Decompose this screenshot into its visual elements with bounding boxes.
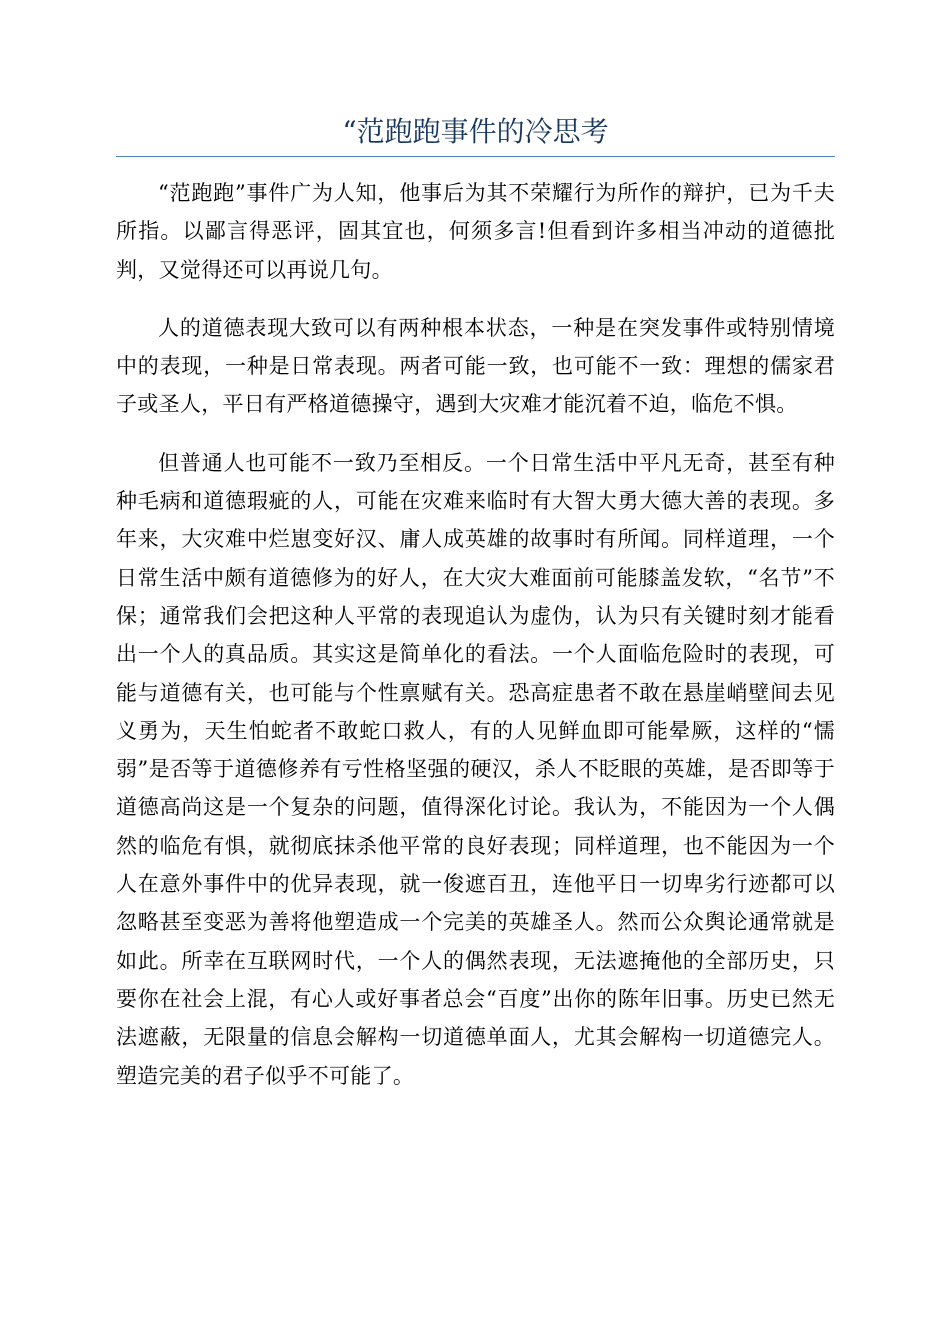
page-title: “范跑跑事件的冷思考 — [342, 115, 609, 148]
article-body — [116, 174, 835, 1115]
title-section — [116, 112, 835, 157]
paragraph-1: “范跑跑”事件广为人知，他事后为其不荣耀行为所作的辩护，已为千夫所指。以鄙言得恶评，固其宜也，何须多言!但看到许多相当冲动的道德批判，又觉得还可以再说几句。 — [116, 181, 835, 282]
paragraph-3: 但普通人也可能不一致乃至相反。一个日常生活中平凡无奇，甚至有种种毛病和道德瑕疵的人，可能在灾难来临时有大智大勇大德大善的表现。多年来，大灾难中烂崽变好汉、庸人成英雄的故事时有所闻。同样道理，一个日常生活中颇有道德修为的好人，在大灾大难面前可能膝盖发软，“名节”不保；通常我们会把这种人平常的表现追认为虚伪，认为只有关键时刻才能看出一个人的真品质。其实这是简单化的看法。一个人面临危险时的表现，可能与道德有关，也可能与个性禀赋有关。恐高症患者不敢在悬崖峭壁间去见义勇为，天生怕蛇者不敢蛇口救人，有的人见鲜血即可能晕厥，这样的“懦弱”是否等于道德修养有亏性格坚强的硬汉，杀人不眨眼的英雄，是否即等于道德高尚这是一个复杂的问题，值得深化讨论。我认为，不能因为一个人偶然的临危有惧，就彻底抹杀他平常的良好表现；同样道理，也不能因为一个人在意外事件中的优异表现，就一俊遮百丑，连他平日一切卑劣行迹都可以忽略甚至变恶为善将他塑造成一个完美的英雄圣人。然而公众舆论通常就是如此。所幸在互联网时代，一个人的偶然表现，无法遮掩他的全部历史，只要你在社会上混，有心人或好事者总会“百度”出你的陈年旧事。历史已然无法遮蔽，无限量的信息会解构一切道德单面人，尤其会解构一切道德完人。塑造完美的君子似乎不可能了。 — [116, 450, 835, 1088]
paragraph-2: 人的道德表现大致可以有两种根本状态，一种是在突发事件或特别情境中的表现，一种是日常表现。两者可能一致，也可能不一致：理想的儒家君子或圣人，平日有严格道德操守，遇到大灾难才能沉着不迫，临危不惧。 — [116, 315, 835, 417]
